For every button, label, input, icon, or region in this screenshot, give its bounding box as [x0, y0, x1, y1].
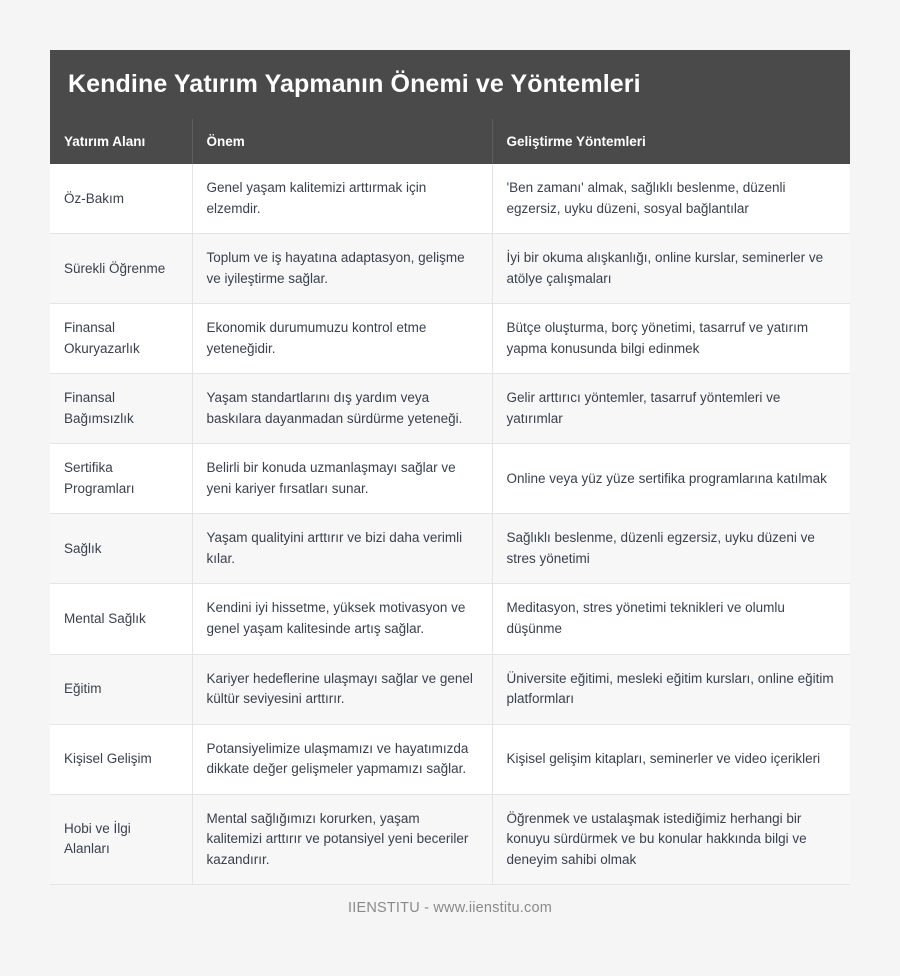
cell-methods: Gelir arttırıcı yöntemler, tasarruf yöntemleri ve yatırımlar [492, 374, 850, 444]
cell-area: Finansal Bağımsızlık [50, 374, 192, 444]
cell-area: Sağlık [50, 514, 192, 584]
infographic-table-container [50, 50, 850, 885]
cell-methods: Üniversite eğitimi, mesleki eğitim kursları, online eğitim platformları [492, 654, 850, 724]
column-header-importance: Önem [192, 119, 492, 165]
table-row [50, 234, 850, 304]
cell-methods: Öğrenmek ve ustalaşmak istediğimiz herhangi bir konuyu sürdürmek ve bu konular hakkında bilgi ve deneyim sahibi olmak [492, 794, 850, 885]
cell-methods: Sağlıklı beslenme, düzenli egzersiz, uyku düzeni ve stres yönetimi [492, 514, 850, 584]
cell-area: Eğitim [50, 654, 192, 724]
cell-importance: Ekonomik durumumuzu kontrol etme yeteneğidir. [192, 304, 492, 374]
column-header-area: Yatırım Alanı [50, 119, 192, 165]
footer-attribution: IIENSTITU - www.iienstitu.com [348, 900, 552, 916]
cell-methods: Meditasyon, stres yönetimi teknikleri ve olumlu düşünme [492, 584, 850, 654]
cell-importance: Kendini iyi hissetme, yüksek motivasyon ve genel yaşam kalitesinde artış sağlar. [192, 584, 492, 654]
cell-methods: Online veya yüz yüze sertifika programlarına katılmak [492, 444, 850, 514]
cell-importance: Yaşam standartlarını dış yardım veya baskılara dayanmadan sürdürme yeteneği. [192, 374, 492, 444]
cell-importance: Kariyer hedeflerine ulaşmayı sağlar ve genel kültür seviyesini arttırır. [192, 654, 492, 724]
cell-methods: 'Ben zamanı' almak, sağlıklı beslenme, düzenli egzersiz, uyku düzeni, sosyal bağlantılar [492, 164, 850, 234]
cell-importance: Mental sağlığımızı korurken, yaşam kalitemizi arttırır ve potansiyel yeni beceriler kazandırır. [192, 794, 492, 885]
investment-areas-table [50, 119, 850, 885]
cell-area: Öz-Bakım [50, 164, 192, 234]
cell-methods: Bütçe oluşturma, borç yönetimi, tasarruf ve yatırım yapma konusunda bilgi edinmek [492, 304, 850, 374]
cell-area: Kişisel Gelişim [50, 724, 192, 794]
cell-importance: Genel yaşam kalitemizi arttırmak için elzemdir. [192, 164, 492, 234]
cell-importance: Belirli bir konuda uzmanlaşmayı sağlar ve yeni kariyer fırsatları sunar. [192, 444, 492, 514]
cell-area: Sertifika Programları [50, 444, 192, 514]
table-row [50, 794, 850, 885]
column-header-methods: Geliştirme Yöntemleri [492, 119, 850, 165]
table-row [50, 654, 850, 724]
cell-importance: Toplum ve iş hayatına adaptasyon, gelişme ve iyileştirme sağlar. [192, 234, 492, 304]
cell-importance: Yaşam qualityini arttırır ve bizi daha verimli kılar. [192, 514, 492, 584]
table-row [50, 584, 850, 654]
table-header-row [50, 119, 850, 165]
cell-area: Mental Sağlık [50, 584, 192, 654]
table-header [50, 119, 850, 165]
table-row [50, 374, 850, 444]
table-row [50, 724, 850, 794]
table-row [50, 164, 850, 234]
cell-area: Hobi ve İlgi Alanları [50, 794, 192, 885]
cell-area: Sürekli Öğrenme [50, 234, 192, 304]
cell-importance: Potansiyelimize ulaşmamızı ve hayatımızda dikkate değer gelişmeler yapmamızı sağlar. [192, 724, 492, 794]
table-row [50, 444, 850, 514]
table-row [50, 514, 850, 584]
cell-methods: Kişisel gelişim kitapları, seminerler ve video içerikleri [492, 724, 850, 794]
cell-methods: İyi bir okuma alışkanlığı, online kurslar, seminerler ve atölye çalışmaları [492, 234, 850, 304]
cell-area: Finansal Okuryazarlık [50, 304, 192, 374]
table-row [50, 304, 850, 374]
table-body [50, 164, 850, 884]
page-title: Kendine Yatırım Yapmanın Önemi ve Yöntemleri [50, 50, 850, 119]
